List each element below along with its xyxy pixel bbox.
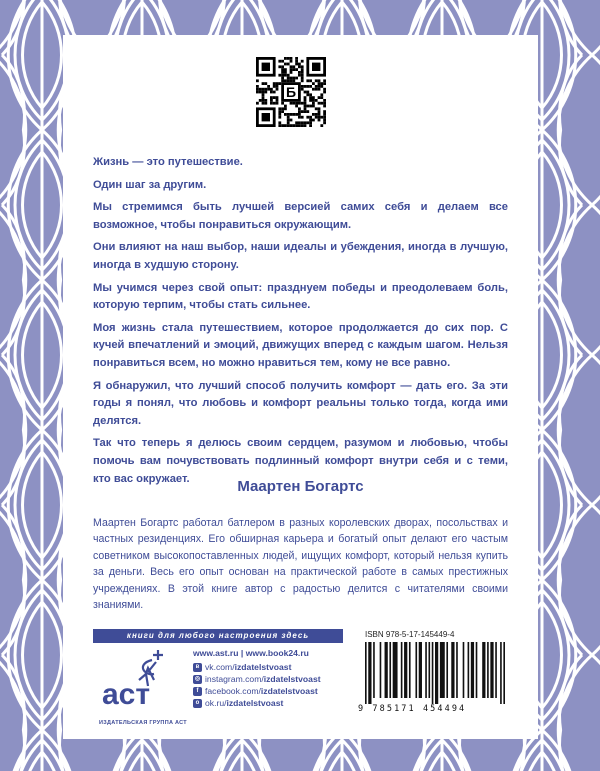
social-prefix: instagram.com/ — [205, 674, 264, 684]
social-prefix: vk.com/ — [205, 662, 235, 672]
vk-icon: в — [193, 663, 202, 672]
social-link-ok[interactable] — [193, 697, 283, 709]
blurb-paragraph: Они влияют на наш выбор, наши идеалы и убеждения, иногда в лучшую, иногда в худшую сторону. — [93, 241, 508, 271]
social-link-instagram[interactable] — [193, 673, 321, 685]
blurb-paragraph: Я обнаружил, что лучший способ получить комфорт — дать его. За эти годы я понял, что любовь и комфорт реальны только тогда, когда ими делятся. — [93, 379, 508, 427]
qr-code-icon[interactable] — [256, 57, 326, 127]
blurb-paragraph: Мы стремимся быть лучшей версией самих себя и делаем все возможное, чтобы понравиться окружающим. — [93, 201, 508, 231]
link-separator: | — [240, 648, 244, 658]
website-links — [193, 648, 309, 658]
blurb-paragraph: Один шаг за другим. — [93, 178, 207, 191]
social-link-facebook[interactable] — [193, 685, 318, 697]
instagram-icon: ◎ — [194, 676, 201, 683]
blurb-paragraph: Моя жизнь стала путешествием, которое продолжается до сих пор. С кучей впечатлений и эмоций, движущих вперед с каждым шагом. Нельзя понравиться всем, но можно нравиться тем, кому не все равно. — [93, 321, 508, 369]
blurb-paragraph: Мы учимся через свой опыт: празднуем победы и преодолеваем боль, которую терпим, чтобы стать сильнее. — [93, 281, 508, 312]
blurb-paragraph: Так что теперь я делюсь своим сердцем, разумом и любовью, чтобы помочь вам почувствовать подлинный комфорт внутри себя и с теми, кто вас окружает. — [93, 437, 508, 485]
slogan-banner: книги для любого настроения здесь — [93, 629, 343, 643]
social-link-vk[interactable] — [193, 661, 291, 673]
social-handle: izdatelstvoast — [263, 674, 321, 684]
social-handle: izdatelstvoast — [234, 662, 292, 672]
author-bio: Маартен Богартс работал батлером в разных королевских дворах, посольствах и частных резиденциях. Его обширная карьера и богатый опыт делают его частым советником высокопоставленных людей, ищущих комфорт, который нельзя купить за деньги. Весь его опыт основан на практической работе в самых престижных учреждениях. В этой книге автор с радостью делится с читателями своими знаниями. — [93, 517, 508, 612]
barcode-icon — [365, 642, 505, 704]
website-link[interactable]: www.ast.ru — [193, 648, 239, 658]
blurb-text — [93, 154, 508, 493]
facebook-icon: f — [193, 687, 202, 696]
ok-icon: о — [193, 699, 202, 708]
qr-center-letter: Б — [285, 84, 297, 101]
social-handle: izdatelstvoast — [226, 698, 284, 708]
isbn: ISBN 978-5-17-145449-4 — [365, 630, 455, 639]
barcode-digits: 9 785171 454494 — [358, 704, 467, 714]
website-link[interactable]: www.book24.ru — [245, 648, 309, 658]
blurb-paragraph: Жизнь — это путешествие. — [93, 156, 243, 168]
logo-text: аст — [102, 678, 151, 711]
social-prefix: ok.ru/ — [205, 698, 227, 708]
author-name: Маартен Богартс — [237, 478, 364, 495]
publisher-label: ИЗДАТЕЛЬСКАЯ ГРУППА АСТ — [99, 720, 187, 726]
social-handle: izdatelstvoast — [260, 686, 318, 696]
ast-logo-icon — [96, 646, 186, 720]
social-prefix: facebook.com/ — [205, 686, 261, 696]
